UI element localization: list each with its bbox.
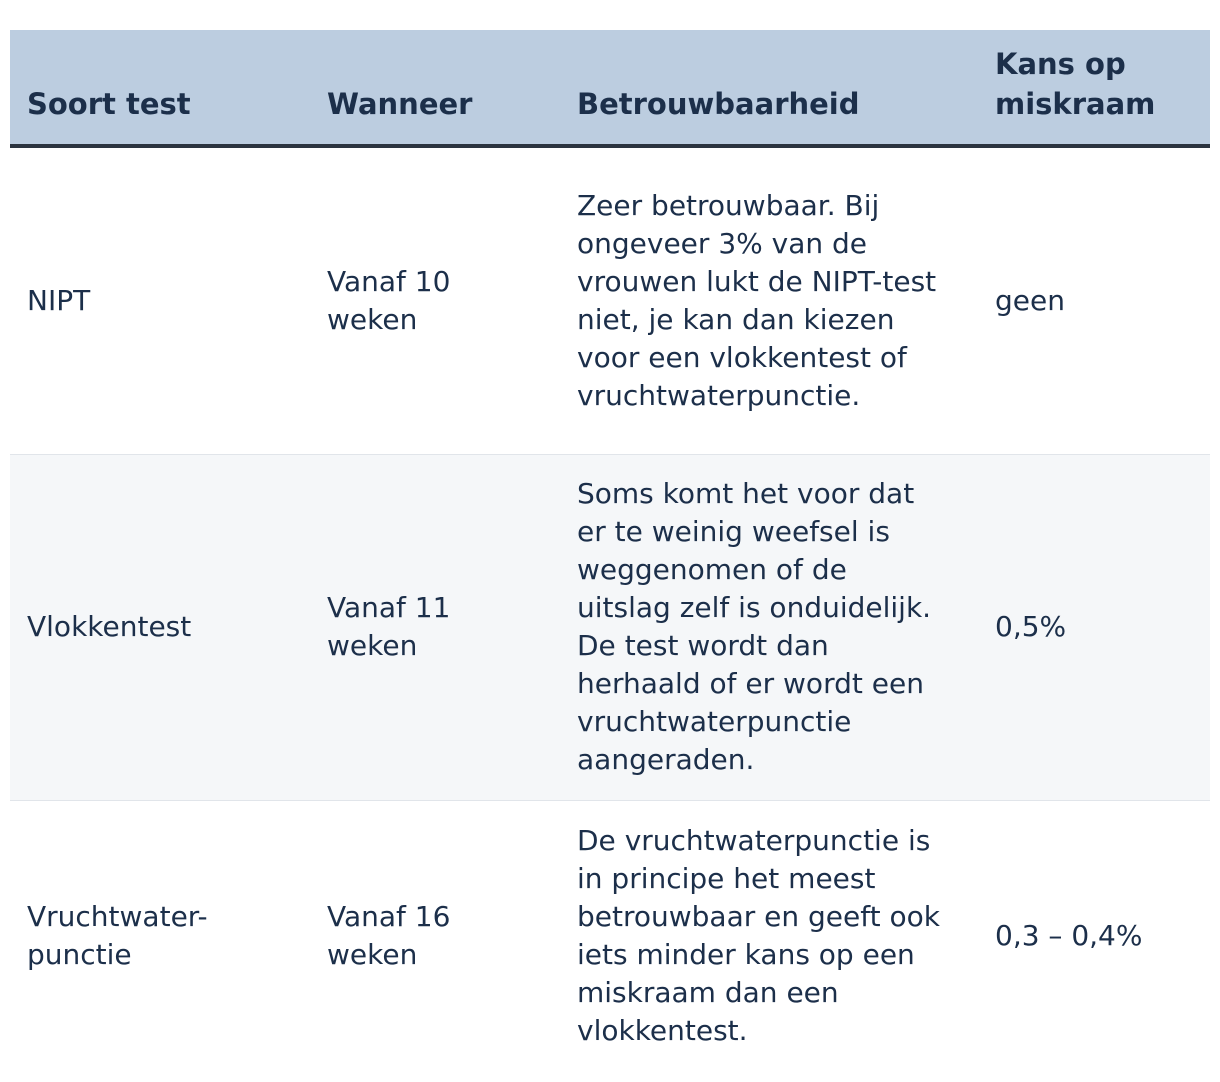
cell-test-type: Vlokkentest [10,454,310,800]
header-soort-test: Soort test [10,30,310,146]
cell-test-type: Vruchtwater- punctie [10,800,310,1072]
table-row [10,800,1210,1072]
prenatal-test-table [10,30,1210,1072]
header-row [10,30,1210,146]
header-wanneer: Wanneer [310,30,560,146]
table-row [10,146,1210,454]
cell-betrouwbaarheid: Zeer betrouwbaar. Bij ongeveer 3% van de vrouwen lukt de NIPT-test niet, je kan dan kiezen voor een vlokkentest of vruchtwaterpunctie. [577,188,937,412]
cell-kans-op-miskraam: geen [995,283,1065,317]
comparison-table-container [10,30,1210,1072]
cell-kans-op-miskraam: 0,3 – 0,4% [978,800,1210,1072]
cell-kans-op-miskraam: 0,5% [978,454,1210,800]
cell-test-type: NIPT [27,283,91,317]
cell-wanneer: Vanaf 16 weken [310,800,560,1072]
header-kans-op-miskraam: Kans op miskraam [978,30,1210,146]
cell-wanneer: Vanaf 10 weken [327,264,451,336]
table-header [10,30,1210,146]
cell-betrouwbaarheid: De vruchtwaterpunctie is in principe het meest betrouwbaar en geeft ook iets minder kans op een miskraam dan een vlokkentest. [560,800,978,1072]
cell-wanneer: Vanaf 11 weken [310,454,560,800]
table-row [10,454,1210,800]
table-body [10,146,1210,1072]
cell-betrouwbaarheid: Soms komt het voor dat er te weinig weefsel is weggenomen of de uitslag zelf is onduidelijk. De test wordt dan herhaald of er wordt een vruchtwaterpunctie aangeraden. [560,454,978,800]
header-betrouwbaarheid: Betrouwbaarheid [560,30,978,146]
